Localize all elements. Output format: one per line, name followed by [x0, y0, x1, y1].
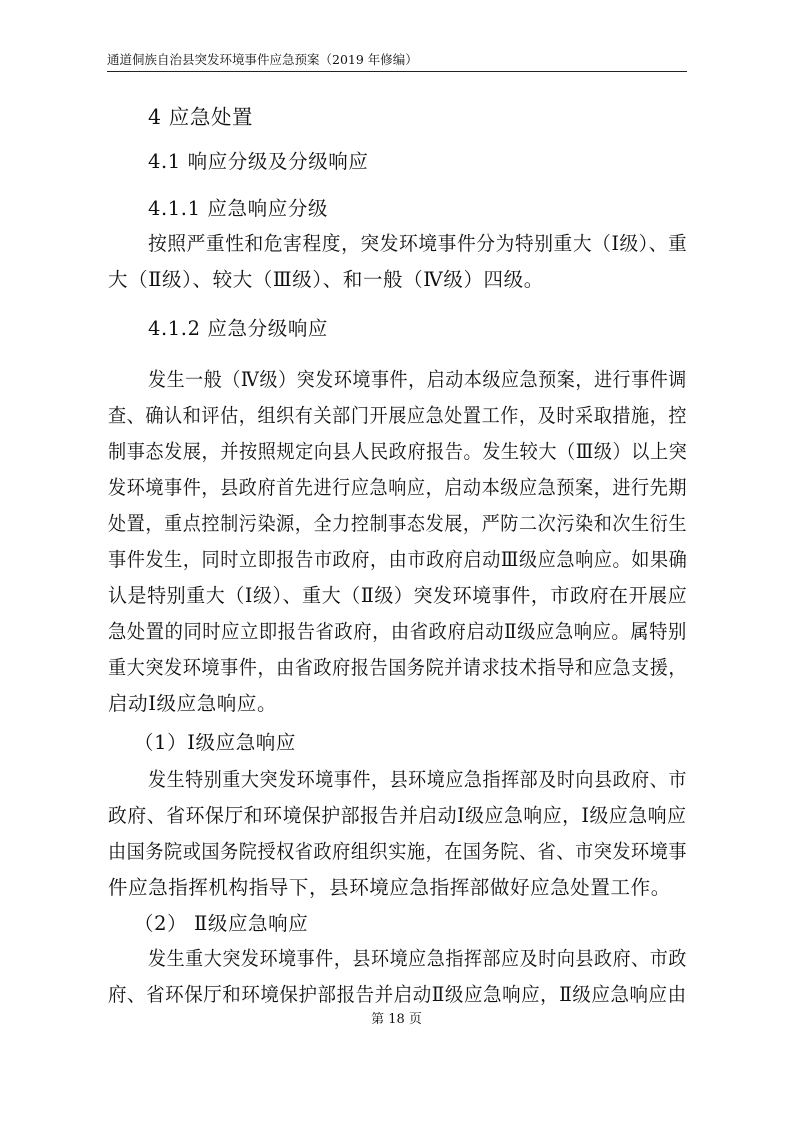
paragraph-line: 认是特别重大（Ⅰ级）、重大（Ⅱ级）突发环境事件，市政府在开展应 — [108, 584, 688, 607]
paragraph-line: 启动Ⅰ级应急响应。 — [108, 692, 278, 715]
paragraph-line: 府、省环保厅和环境保护部报告并启动Ⅱ级应急响应，Ⅱ级应急响应由 — [108, 983, 687, 1006]
paragraph-line: 发生特别重大突发环境事件，县环境应急指挥部及时向县政府、市 — [148, 768, 687, 791]
paragraph-line: 由国务院或国务院授权省政府组织实施，在国务院、省、市突发环境事 — [108, 840, 688, 863]
running-header: 通道侗族自治县突发环境事件应急预案（2019 年修编） — [107, 52, 418, 67]
section-heading-4-1-2: 4.1.2 应急分级响应 — [148, 317, 329, 340]
paragraph-line: 件应急指挥机构指导下，县环境应急指挥部做好应急处置工作。 — [108, 876, 671, 899]
list-item-label: （1）Ⅰ级应急响应 — [134, 731, 297, 754]
paragraph-line: 政府、省环保厅和环境保护部报告并启动Ⅰ级应急响应，Ⅰ级应急响应 — [108, 804, 687, 827]
section-heading-4-1-1: 4.1.1 应急响应分级 — [148, 197, 329, 220]
paragraph-line: 大（Ⅱ级）、较大（Ⅲ级）、和一般（Ⅳ级）四级。 — [108, 268, 544, 291]
header-rule — [107, 71, 687, 72]
page-number: 第 18 页 — [371, 1012, 422, 1027]
paragraph-line: 查、确认和评估，组织有关部门开展应急处置工作，及时采取措施，控 — [108, 404, 688, 427]
paragraph-line: 按照严重性和危害程度，突发环境事件分为特别重大（Ⅰ级）、重 — [148, 232, 688, 255]
list-item-label: （2） Ⅱ级应急响应 — [134, 912, 309, 935]
paragraph-line: 发生重大突发环境事件，县环境应急指挥部应及时向县政府、市政 — [148, 947, 687, 970]
paragraph-line: 事件发生，同时立即报告市政府，由市政府启动Ⅲ级应急响应。如果确 — [108, 548, 688, 571]
paragraph-line: 急处置的同时应立即报告省政府，由省政府启动Ⅱ级应急响应。属特别 — [108, 620, 687, 643]
paragraph-line: 制事态发展，并按照规定向县人民政府报告。发生较大（Ⅲ级）以上突 — [108, 440, 688, 463]
paragraph-line: 发生一般（Ⅳ级）突发环境事件，启动本级应急预案，进行事件调 — [148, 368, 687, 391]
section-heading-4: 4 应急处置 — [148, 105, 254, 129]
paragraph-line: 重大突发环境事件，由省政府报告国务院并请求技术指导和应急支援， — [108, 656, 688, 679]
paragraph-line: 处置，重点控制污染源，全力控制事态发展，严防二次污染和次生衍生 — [108, 512, 688, 535]
section-heading-4-1: 4.1 响应分级及分级响应 — [148, 150, 369, 173]
paragraph-line: 发环境事件，县政府首先进行应急响应，启动本级应急预案，进行先期 — [108, 476, 688, 499]
